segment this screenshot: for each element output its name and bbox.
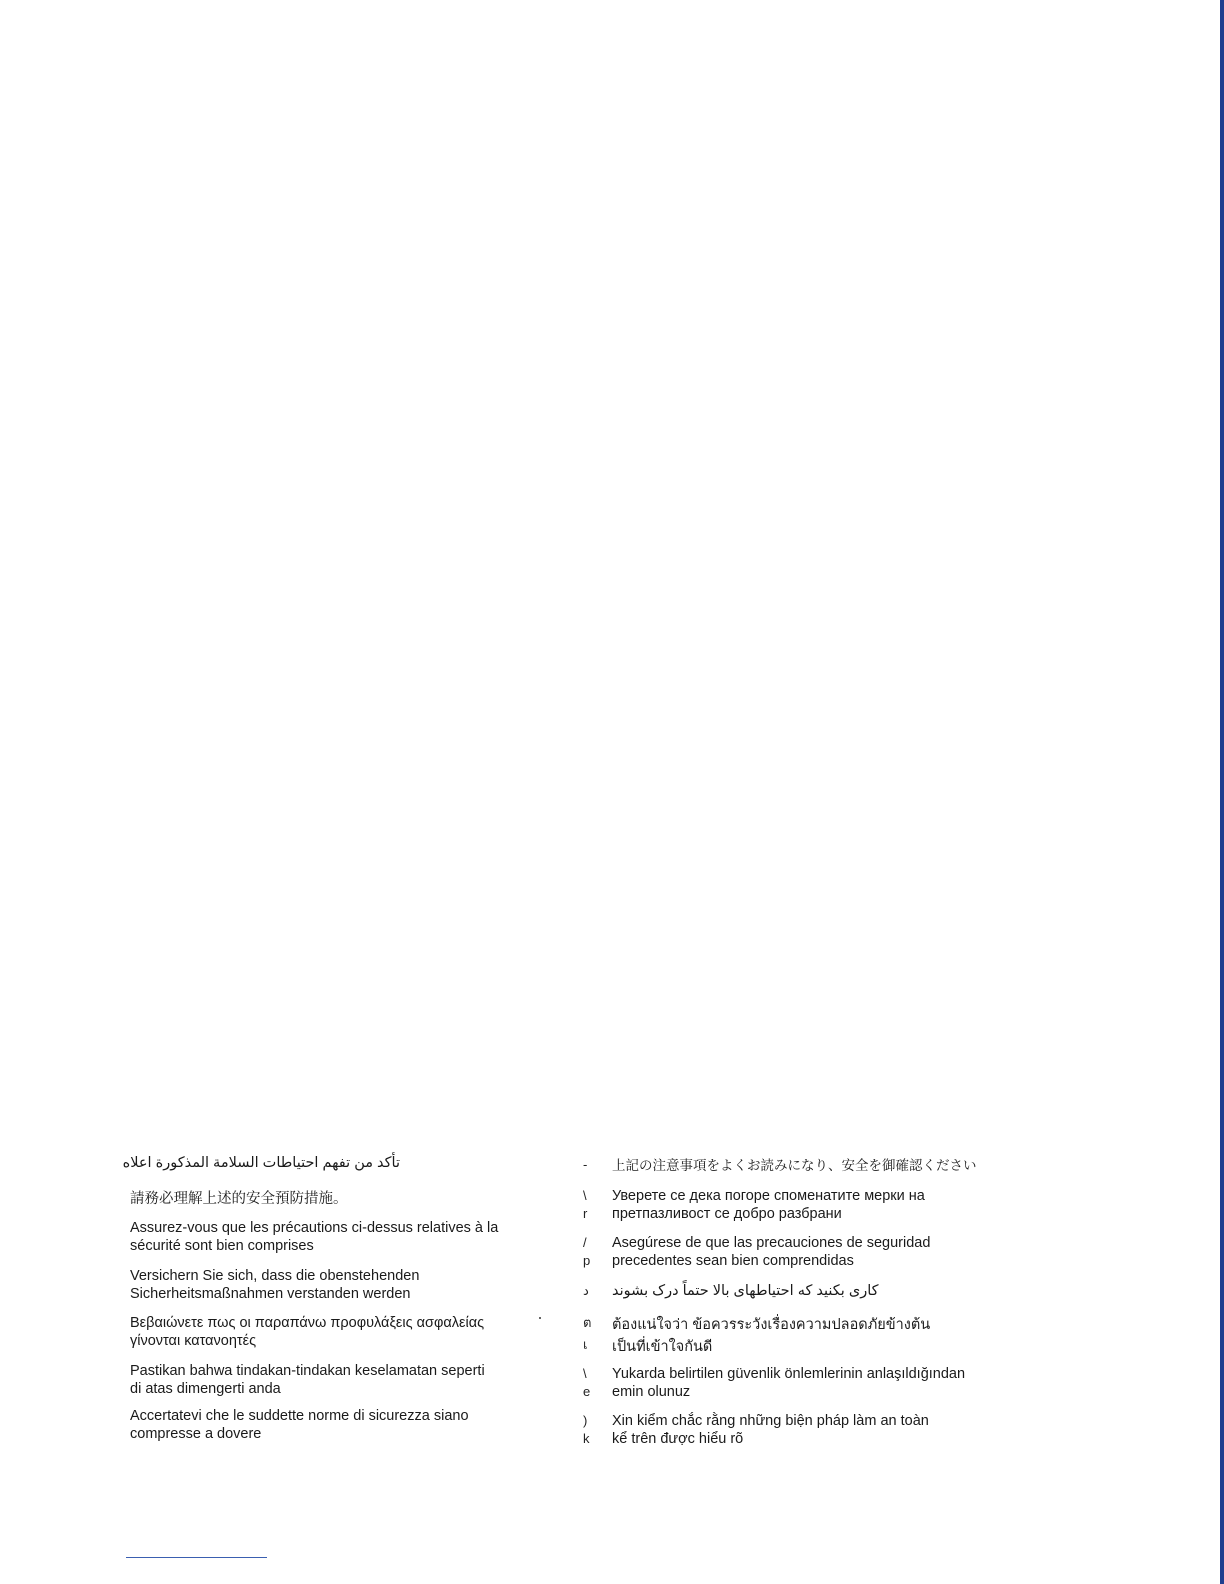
safety-notice-thai	[612, 1314, 930, 1358]
line: Asegúrese de que las precauciones de seguridad	[612, 1235, 931, 1251]
line: ต้องแน่ใจว่า ข้อควรระวังเรื่องความปลอดภัยข้างต้น	[612, 1317, 931, 1333]
safety-notice-indonesian	[130, 1362, 485, 1398]
line: compresse a dovere	[130, 1426, 262, 1442]
line: Assurez-vous que les précautions ci-dessus relatives à la	[130, 1220, 499, 1236]
clipped-mark: k	[583, 1431, 590, 1446]
safety-notice-turkish	[612, 1365, 965, 1401]
line: Уверете се дека погоре споменатите мерки на	[612, 1188, 925, 1204]
line: kể trên được hiểu rõ	[612, 1431, 744, 1447]
safety-notice-arabic	[122, 1154, 400, 1172]
line: Pastikan bahwa tindakan-tindakan keselamatan seperti	[130, 1363, 485, 1379]
line: Xin kiểm chắc rằng những biện pháp làm an toàn	[612, 1413, 929, 1429]
line: 上記の注意事項をよくお読みになり、安全を御確認ください	[612, 1158, 977, 1173]
clipped-mark: -	[583, 1157, 588, 1172]
clipped-mark: \	[583, 1188, 587, 1203]
clipped-mark: e	[583, 1384, 591, 1399]
safety-notice-greek	[130, 1314, 484, 1350]
line: di atas dimengerti anda	[130, 1381, 281, 1397]
safety-notice-persian	[612, 1282, 887, 1300]
clipped-mark: د	[583, 1283, 589, 1298]
safety-notice-french	[130, 1219, 498, 1255]
safety-notice-vietnamese	[612, 1412, 929, 1448]
line: 請務必理解上述的安全預防措施。	[130, 1191, 348, 1207]
line: เป็นที่เข้าใจกันดี	[612, 1339, 713, 1355]
line: Accertatevi che le suddette norme di sicurezza siano	[130, 1408, 469, 1424]
line: Sicherheitsmaßnahmen verstanden werden	[130, 1286, 411, 1302]
line: emin olunuz	[612, 1384, 691, 1400]
line: γίνονται κατανοητές	[130, 1333, 257, 1349]
line: sécurité sont bien comprises	[130, 1238, 314, 1254]
clipped-mark: r	[583, 1206, 588, 1221]
line: Versichern Sie sich, dass die obenstehenden	[130, 1268, 420, 1284]
safety-notice-chinese	[130, 1190, 348, 1208]
clipped-mark: )	[583, 1413, 588, 1428]
safety-notice-italian	[130, 1407, 469, 1443]
safety-notice-spanish	[612, 1234, 930, 1270]
clipped-mark: ต	[583, 1315, 592, 1330]
line: precedentes sean bien comprendidas	[612, 1253, 854, 1269]
clipped-mark: เ	[583, 1337, 588, 1352]
footnote-rule	[126, 1557, 267, 1558]
line: تأكد من تفهم احتياطات السلامة المذكورة اعلاه	[122, 1155, 400, 1171]
clipped-mark: p	[583, 1253, 591, 1268]
line: Βεβαιώνετε πως οι παραπάνω προφυλάξεις ασφαλείας	[130, 1315, 485, 1331]
stray-mark	[539, 1317, 541, 1319]
safety-notice-japanese	[612, 1157, 977, 1175]
line: Yukarda belirtilen güvenlik önlemlerinin anlaşıldığından	[612, 1366, 966, 1382]
page-edge-bar	[1220, 0, 1224, 1584]
line: کاری بکنید که احتیاطهای بالا حتماً درک بشوند	[612, 1283, 879, 1299]
line: претпазливост се добро разбрани	[612, 1206, 842, 1222]
safety-notice-macedonian	[612, 1187, 925, 1223]
safety-notice-german	[130, 1267, 419, 1303]
clipped-mark: \	[583, 1366, 587, 1381]
clipped-mark: /	[583, 1235, 587, 1250]
